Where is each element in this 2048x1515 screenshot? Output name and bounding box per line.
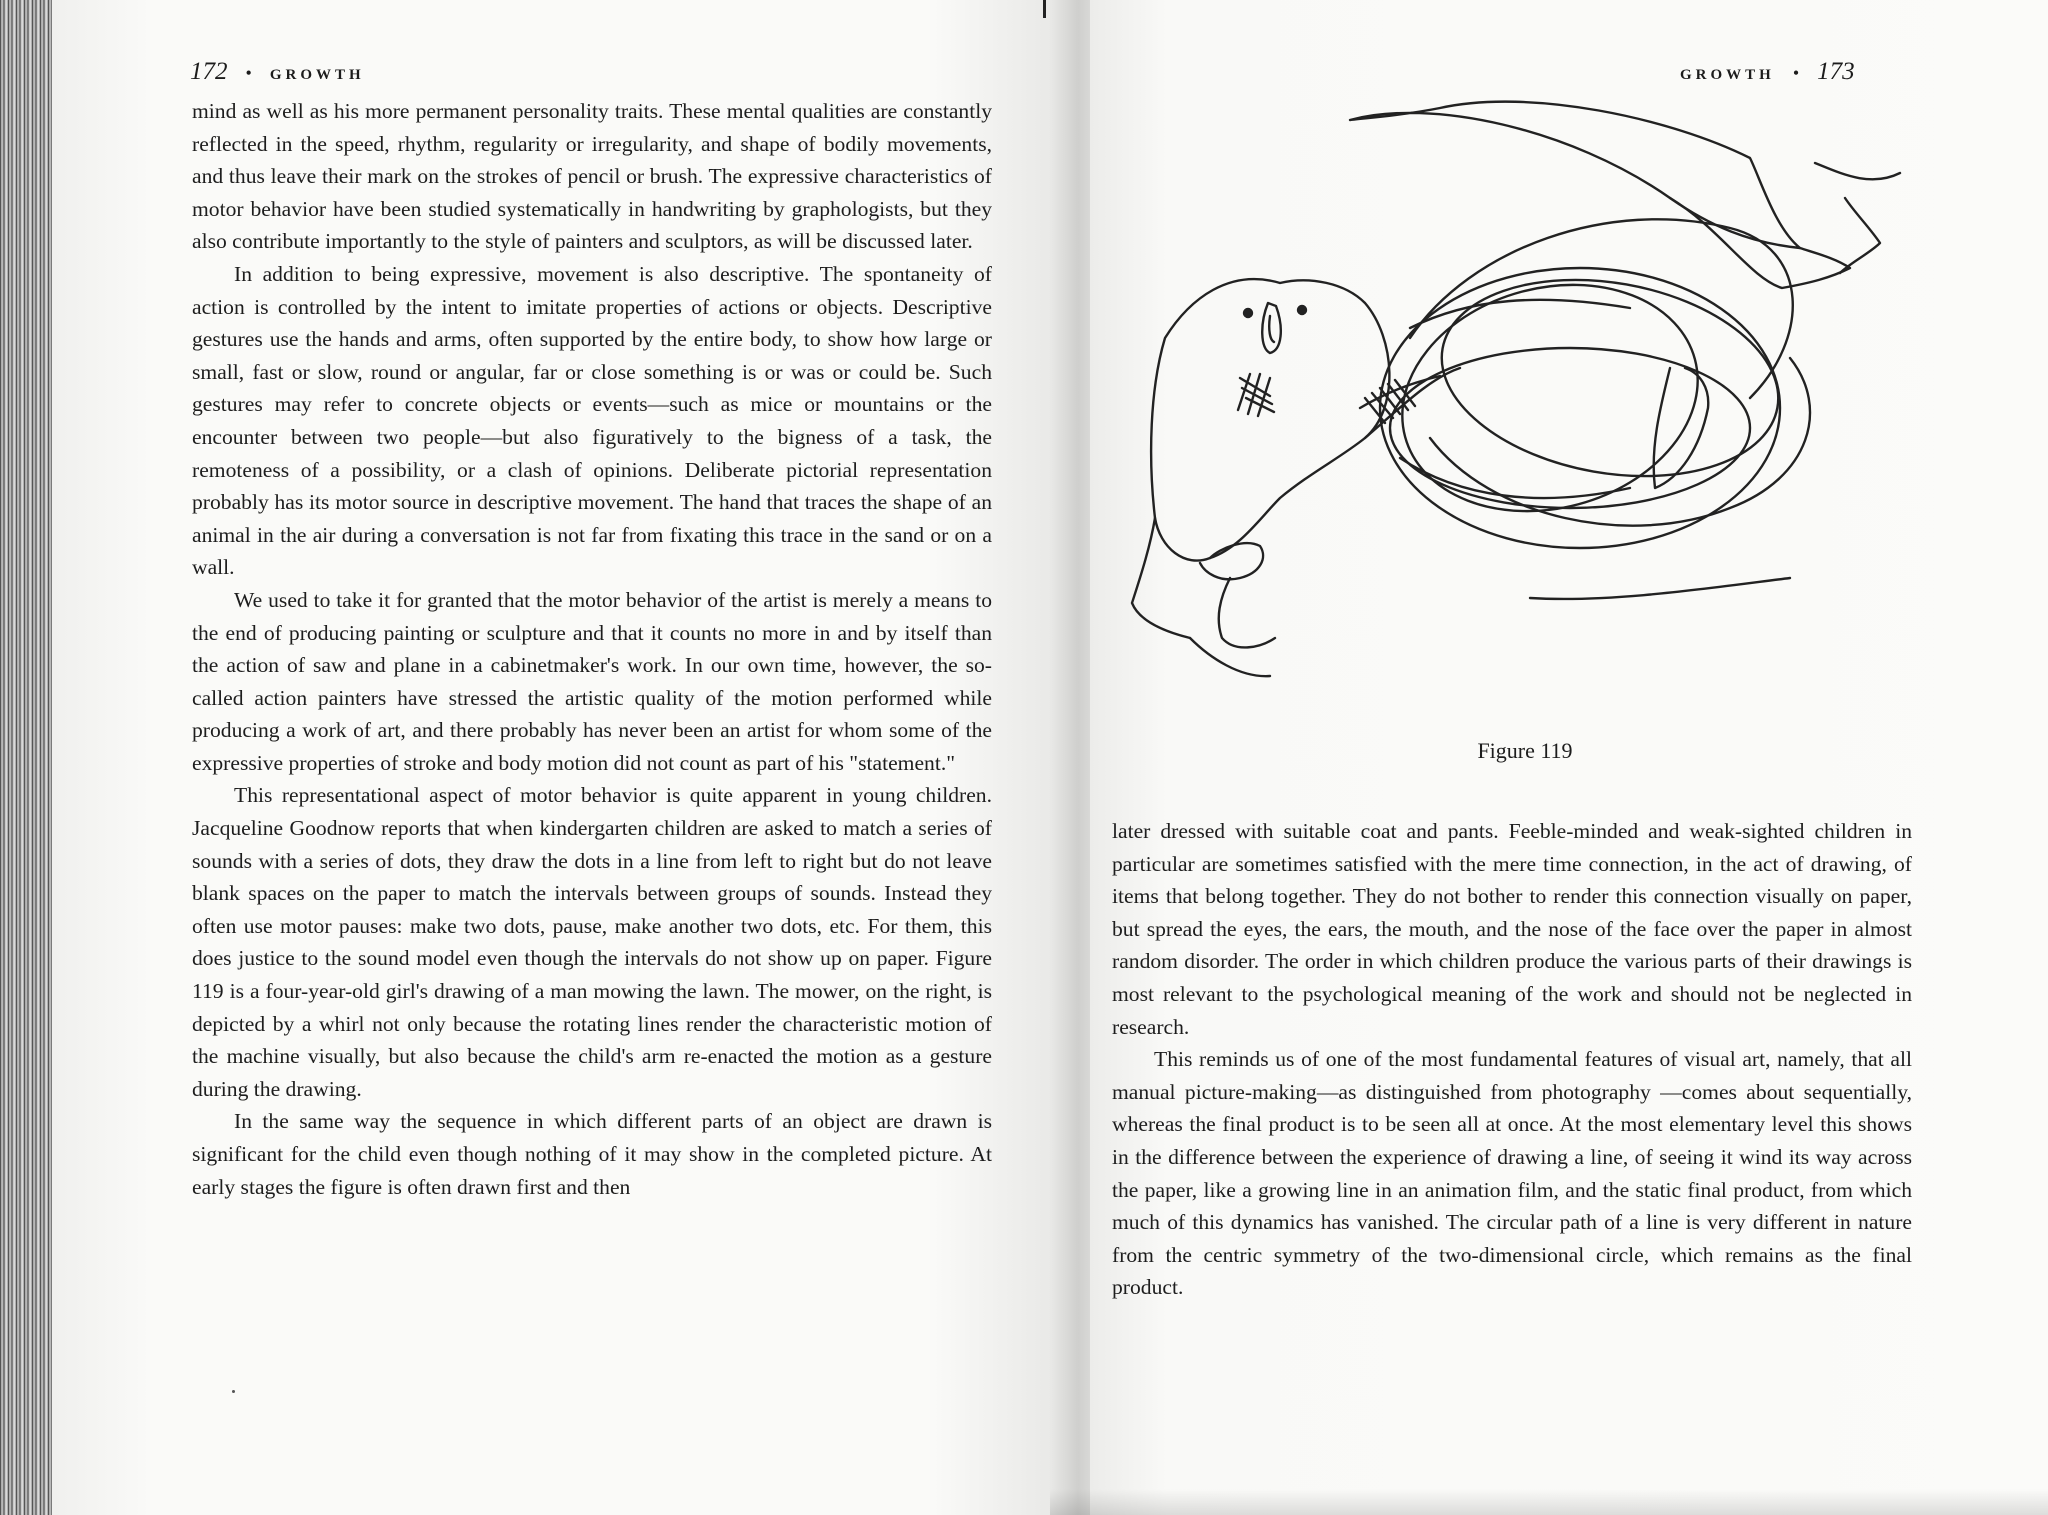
bullet-separator: • xyxy=(245,63,252,83)
right-running-title: GROWTH xyxy=(1680,67,1775,83)
paragraph: later dressed with suitable coat and pants. Feeble-minded and weak-sighted children in particular are sometimes satisfied with the mere time connection, in the act of drawing, of items that belong together. They do not bother to render this connection visually on paper, but spread the eyes, the ears, the mouth, and the nose of the face over the paper in almost random disorder. The order in which children produce the various parts of their drawings is most relevant to the psychological meaning of the work and should not be neglected in research. xyxy=(1112,819,1912,1039)
left-running-title: GROWTH xyxy=(269,67,365,83)
drawing-eye xyxy=(1244,309,1252,317)
left-page-number: 172 xyxy=(190,58,228,85)
right-page-number: 173 xyxy=(1817,58,1855,85)
book-binding-edge xyxy=(0,0,52,1515)
drawing-stroke xyxy=(1670,198,1850,288)
right-body-text xyxy=(1112,815,1912,1304)
drawing-stroke xyxy=(1262,303,1281,353)
mower-whirl xyxy=(1380,268,1780,548)
paragraph: We used to take it for granted that the motor behavior of the artist is merely a means to the end of producing painting or sculpture and that it counts no more in and by itself than the action of saw and plane in a cabinetmaker's work. In our own time, however, the so-called action painters have stressed the artistic quality of the motion performed while producing a work of art, and there probably has never been an artist for whom some of the expressive properties of stroke and body motion did not count as part of his "statement." xyxy=(192,587,992,775)
left-running-head xyxy=(190,58,365,86)
mower-whirl xyxy=(1390,348,1750,508)
drawing-stroke xyxy=(1840,198,1880,273)
paragraph: This representational aspect of motor behavior is quite apparent in young children. Jacqueline Goodnow reports that when kindergarten children are asked to match a series of sounds with a series of dots, they draw the dots in a line from left to right but do not leave blank spaces on the paper to match the intervals between groups of sounds. Instead they often use motor pauses: make two dots, pause, make another two dots, etc. For them, this does justice to the sound model even though the intervals do not show up on paper. Figure 119 is a four-year-old girl's drawing of a man mowing the lawn. The mower, on the right, is depicted by a whirl not only because the rotating lines render the characteristic motion of the machine visually, but also because the child's arm re-enacted the motion as a gesture during the drawing. xyxy=(192,783,992,1101)
drawing-stroke xyxy=(1530,578,1790,599)
drawing-stroke xyxy=(1269,316,1274,342)
drawing-stroke xyxy=(1350,102,1800,248)
paragraph: In addition to being expressive, movement is also descriptive. The spontaneity of action is controlled by the intent to imitate properties of actions or objects. Descriptive gestures use the hands and arms, often supported by the entire body, to show how large or small, fast or slow, round or angular, far or close something is or was or could be. Such gestures may refer to concrete objects or events—such as mice or mountains or the encounter between two people—but also figuratively to the bigness of a task, the remoteness of a possibility, or a clash of opinions. Deliberate pictorial representation probably has its motor source in descriptive movement. The hand that traces the shape of an animal in the air during a conversation is not far from fixating this trace in the sand or on a wall. xyxy=(192,261,992,580)
bottom-shadow xyxy=(1050,1489,2048,1515)
gutter-mark xyxy=(1043,0,1046,18)
mower-whirl xyxy=(1426,255,1794,501)
bullet-separator: • xyxy=(1792,63,1800,83)
drawing-stroke xyxy=(1815,163,1900,179)
drawing-stroke xyxy=(1400,458,1630,498)
drawing-stroke xyxy=(1410,300,1630,328)
paragraph: mind as well as his more permanent personality traits. These mental qualities are constantly reflected in the speed, rhythm, regularity or irregularity, and shape of bodily movements, and thus leave their mark on the strokes of pencil or brush. The expressive characteristics of motor behavior have been studied systematically in handwriting by graphologists, but they also contribute importantly to the style of painters and sculptors, as will be discussed later. xyxy=(192,99,992,254)
paragraph: This reminds us of one of the most fundamental features of visual art, namely, that all manual picture-making—as distinguished from photography —comes about sequentially, whereas the final product is to be seen all at once. At the most elementary level this shows in the difference between the experience of drawing a line, of seeing it wind its way across the paper, like a growing line in an animation film, and the static final product, from which much of this dynamics has vanished. The circular path of a line is very different in nature from the centric symmetry of the two-dimensional circle, which remains as the final product. xyxy=(1112,1047,1912,1300)
drawing-stroke xyxy=(1238,374,1274,416)
figure-child-drawing xyxy=(1110,78,1940,738)
drawing-stroke xyxy=(1219,578,1275,647)
figure-caption: Figure 119 xyxy=(1477,738,1573,763)
paragraph: In the same way the sequence in which different parts of an object are drawn is significant for the child even though nothing of it may show in the completed picture. At early stages the figure is often drawn first and then xyxy=(192,1109,992,1199)
drawing-stroke xyxy=(1430,358,1810,526)
drawing-eye xyxy=(1298,306,1306,314)
drawing-stroke xyxy=(1200,543,1263,579)
left-body-text xyxy=(192,95,992,1203)
stray-ink-mark xyxy=(232,1390,235,1393)
